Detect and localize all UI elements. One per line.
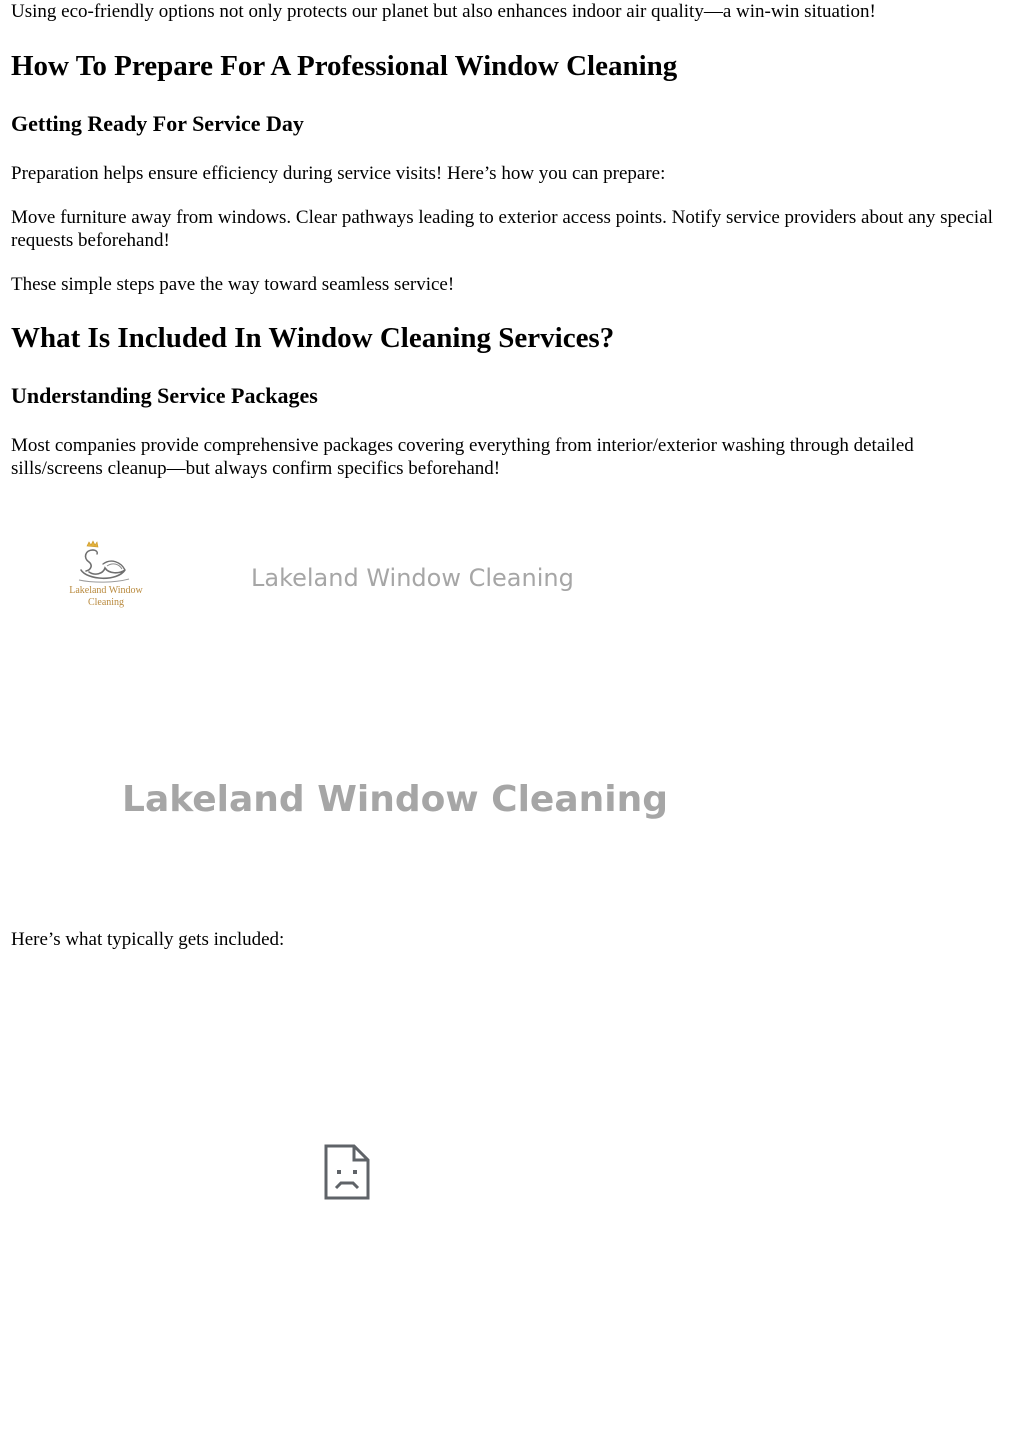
prepare-section-title: How To Prepare For A Professional Window Cleaning bbox=[11, 50, 678, 82]
logo-caption: Lakeland Window Cleaning bbox=[69, 585, 143, 608]
prepare-section-subtitle: Getting Ready For Service Day bbox=[11, 111, 304, 136]
broken-image-icon bbox=[324, 1144, 370, 1200]
included-paragraph-1: Most companies provide comprehensive packages covering everything from interior/exterior washing through detailed sills/screens cleanup—but always confirm specifics beforehand! bbox=[11, 435, 914, 479]
intro-paragraph: Using eco-friendly options not only protects our planet but also enhances indoor air quality—a win-win situation! bbox=[11, 1, 876, 22]
company-logo[interactable] bbox=[53, 540, 159, 612]
brand-name-small[interactable]: Lakeland Window Cleaning bbox=[251, 564, 574, 592]
swan-logo-icon bbox=[53, 540, 159, 586]
prepare-paragraph-3: These simple steps pave the way toward seamless service! bbox=[11, 274, 455, 295]
brand-name-large[interactable]: Lakeland Window Cleaning bbox=[122, 779, 668, 820]
included-section-subtitle: Understanding Service Packages bbox=[11, 383, 318, 408]
broken-image-placeholder[interactable] bbox=[324, 1144, 370, 1200]
prepare-paragraph-2: Move furniture away from windows. Clear pathways leading to exterior access points. Notify service providers about any special requests beforehand! bbox=[11, 207, 993, 251]
included-section-title: What Is Included In Window Cleaning Services? bbox=[11, 322, 615, 354]
prepare-paragraph-1: Preparation helps ensure efficiency during service visits! Here’s how you can prepare: bbox=[11, 163, 666, 184]
included-paragraph-2: Here’s what typically gets included: bbox=[11, 929, 285, 950]
